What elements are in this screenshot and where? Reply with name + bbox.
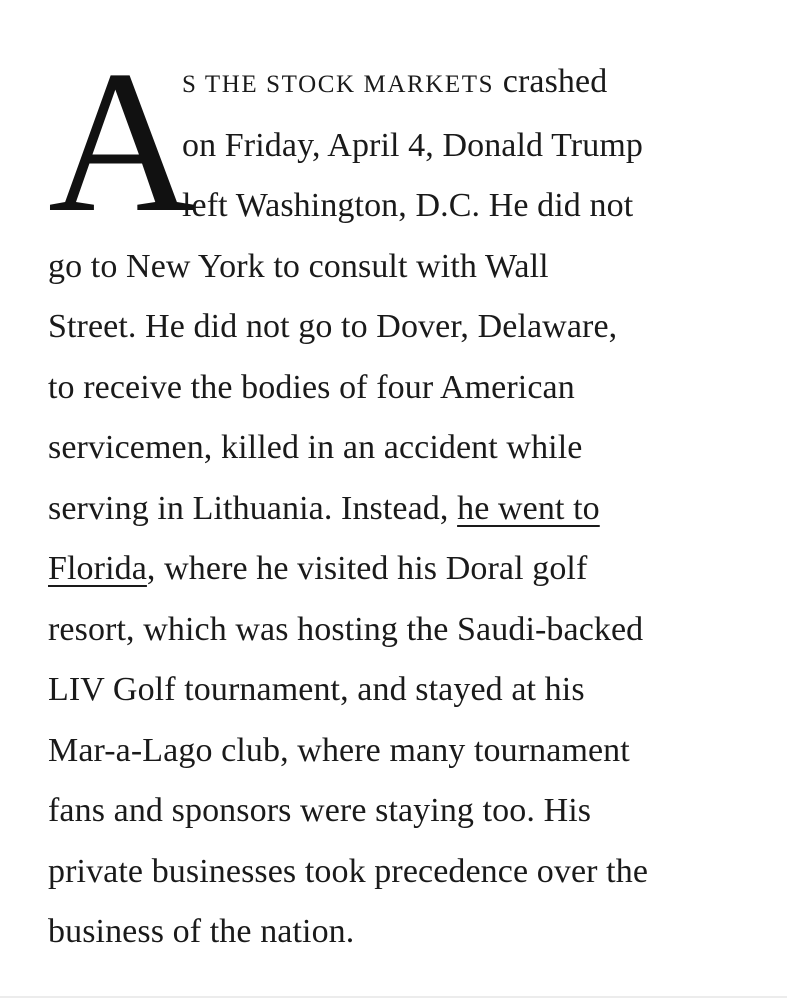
text-line-10: resort, which was hosting the Saudi-backed (48, 610, 644, 648)
article-body (48, 29, 748, 963)
text-line-15: business of the nation. (48, 913, 355, 950)
text-line-11: LIV Golf tournament, and stayed at his (48, 671, 585, 708)
line-8-text: serving in Lithuania. Instead, (48, 489, 458, 527)
line-1-rest: crashed (494, 63, 608, 100)
florida-link-part-2[interactable]: Florida (48, 550, 147, 587)
text-line-9 (48, 539, 748, 600)
line-9-text: , where he visited his Doral golf (146, 550, 588, 587)
text-line-7: servicemen, killed in an accident while (48, 429, 583, 466)
bottom-divider (0, 996, 787, 998)
paragraph (48, 29, 748, 963)
text-line-5: Street. He did not go to Dover, Delaware, (48, 308, 618, 345)
text-line-3: left Washington, D.C. He did not (182, 187, 634, 224)
text-line-14: private businesses took precedence over the (48, 852, 649, 890)
drop-cap: A (48, 29, 196, 255)
text-line-13: fans and sponsors were staying too. His (48, 792, 592, 829)
text-line-6: to receive the bodies of four American (48, 368, 575, 406)
florida-link-part-1[interactable]: he went to (457, 489, 600, 527)
text-line-2: on Friday, April 4, Donald Trump (182, 126, 643, 164)
text-line-8 (48, 479, 748, 540)
text-line-12: Mar-a-Lago club, where many tournament (48, 731, 630, 769)
lead-in-smallcaps: S THE STOCK MARKETS (182, 71, 495, 98)
text-line-4: go to New York to consult with Wall (48, 247, 549, 285)
drop-cap-container (48, 29, 196, 255)
